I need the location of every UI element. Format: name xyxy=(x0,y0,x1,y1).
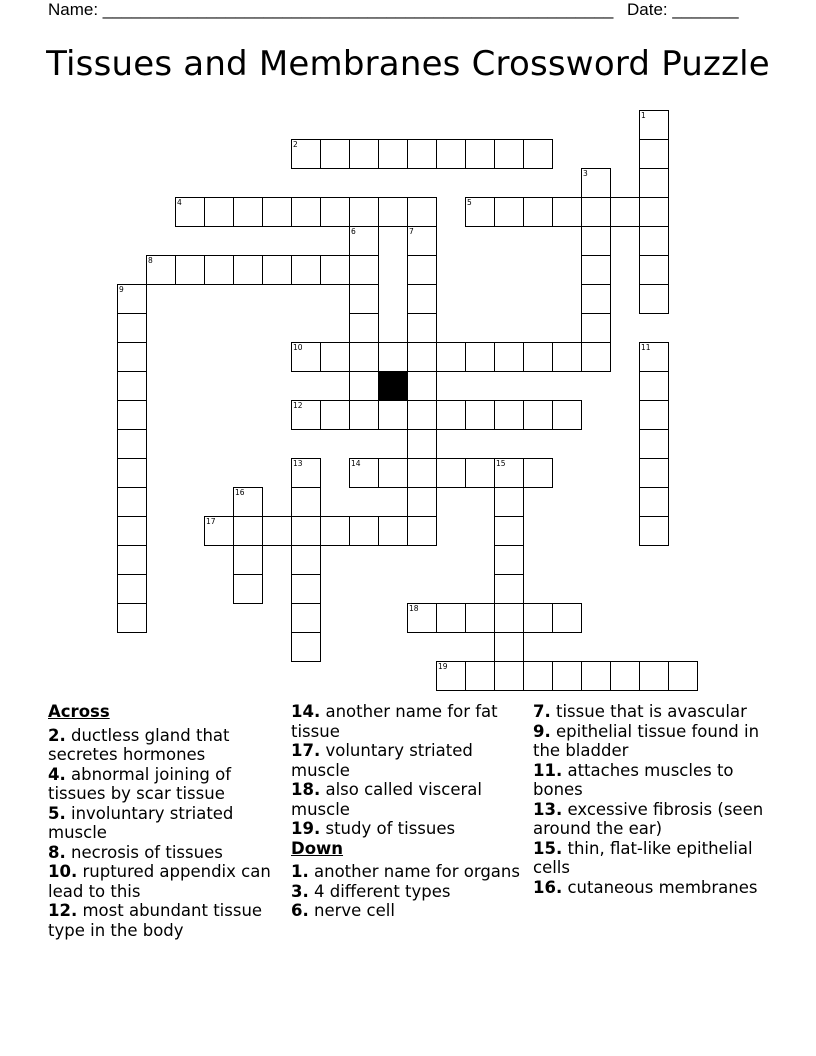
grid-cell[interactable] xyxy=(291,342,321,372)
grid-cell[interactable] xyxy=(378,400,408,430)
clue-text: involuntary striated muscle xyxy=(48,803,234,842)
grid-cell[interactable] xyxy=(407,226,437,256)
grid-cell[interactable] xyxy=(465,400,495,430)
grid-cell[interactable] xyxy=(233,574,263,604)
grid-cell[interactable] xyxy=(639,110,669,140)
grid-cell[interactable] xyxy=(233,487,263,517)
clue-item xyxy=(533,722,773,761)
clue-text: excessive fibrosis (seen around the ear) xyxy=(533,799,764,838)
grid-cell[interactable] xyxy=(146,255,176,285)
clue-number: 11 xyxy=(641,343,651,352)
grid-cell[interactable] xyxy=(494,139,524,169)
clue-item xyxy=(48,901,280,940)
clue-text: 4 different types xyxy=(308,881,451,901)
grid-cell[interactable] xyxy=(117,400,147,430)
clue-item xyxy=(533,702,773,722)
grid-cell[interactable] xyxy=(610,661,640,691)
clue-number: 6 xyxy=(351,227,356,236)
grid-cell[interactable] xyxy=(639,429,669,459)
clue-text: most abundant tissue type in the body xyxy=(48,901,263,940)
clue-text: abnormal joining of tissues by scar tissue xyxy=(48,764,232,803)
clue-number-label: 14. xyxy=(291,702,321,721)
grid-cell[interactable] xyxy=(349,400,379,430)
grid-cell[interactable] xyxy=(494,545,524,575)
clue-text: necrosis of tissues xyxy=(65,842,223,862)
grid-cell[interactable] xyxy=(262,197,292,227)
clue-number-label: 5. xyxy=(48,803,66,823)
grid-cell[interactable] xyxy=(117,342,147,372)
across-heading: Across xyxy=(48,702,110,721)
clue-text: another name for organs xyxy=(308,862,520,881)
grid-cell[interactable] xyxy=(291,255,321,285)
grid-cell[interactable] xyxy=(117,429,147,459)
clue-number-label: 6. xyxy=(291,901,309,920)
clue-number-label: 8. xyxy=(48,842,66,862)
grid-cell[interactable] xyxy=(407,400,437,430)
grid-cell[interactable] xyxy=(349,284,379,314)
grid-cell[interactable] xyxy=(639,226,669,256)
grid-cell[interactable] xyxy=(291,487,321,517)
clue-number: 5 xyxy=(467,198,472,207)
grid-cell[interactable] xyxy=(639,168,669,198)
grid-cell[interactable] xyxy=(262,516,292,546)
grid-cell[interactable] xyxy=(407,313,437,343)
grid-black-square xyxy=(378,371,408,401)
grid-cell[interactable] xyxy=(523,342,553,372)
grid-cell[interactable] xyxy=(581,255,611,285)
grid-cell[interactable] xyxy=(436,458,466,488)
grid-cell[interactable] xyxy=(639,458,669,488)
clue-number: 16 xyxy=(235,488,245,497)
clue-number-label: 1. xyxy=(291,862,309,881)
grid-cell[interactable] xyxy=(349,313,379,343)
grid-cell[interactable] xyxy=(407,516,437,546)
grid-cell[interactable] xyxy=(407,284,437,314)
clue-number: 17 xyxy=(206,517,216,526)
grid-cell[interactable] xyxy=(465,603,495,633)
grid-cell[interactable] xyxy=(407,458,437,488)
clue-text: study of tissues xyxy=(320,819,456,838)
grid-cell[interactable] xyxy=(465,661,495,691)
grid-cell[interactable] xyxy=(465,342,495,372)
clue-number-label: 9. xyxy=(533,721,551,741)
grid-cell[interactable] xyxy=(349,139,379,169)
grid-cell[interactable] xyxy=(407,429,437,459)
clue-item xyxy=(291,819,523,839)
clue-text: ductless gland that secretes hormones xyxy=(48,725,230,764)
clue-number-label: 18. xyxy=(291,780,321,799)
grid-cell[interactable] xyxy=(204,197,234,227)
grid-cell[interactable] xyxy=(117,284,147,314)
grid-cell[interactable] xyxy=(117,487,147,517)
clue-text: tissue that is avascular xyxy=(550,702,747,721)
clue-text: cutaneous membranes xyxy=(562,877,758,897)
grid-cell[interactable] xyxy=(204,255,234,285)
grid-cell[interactable] xyxy=(465,458,495,488)
grid-cell[interactable] xyxy=(233,545,263,575)
grid-cell[interactable] xyxy=(291,400,321,430)
clues-column-2 xyxy=(291,702,523,921)
clue-number-label: 11. xyxy=(533,760,563,780)
grid-cell[interactable] xyxy=(639,255,669,285)
grid-cell[interactable] xyxy=(494,603,524,633)
grid-cell[interactable] xyxy=(320,342,350,372)
clue-number-label: 17. xyxy=(291,741,321,760)
grid-cell[interactable] xyxy=(465,197,495,227)
grid-cell[interactable] xyxy=(117,574,147,604)
clue-number: 18 xyxy=(409,604,419,613)
clue-text: also called visceral muscle xyxy=(291,780,482,819)
grid-cell[interactable] xyxy=(407,139,437,169)
clue-number: 2 xyxy=(293,140,298,149)
clue-item xyxy=(533,800,773,839)
grid-cell[interactable] xyxy=(552,400,582,430)
grid-cell[interactable] xyxy=(581,661,611,691)
grid-cell[interactable] xyxy=(639,516,669,546)
page-title: Tissues and Membranes Crossword Puzzle xyxy=(46,44,770,84)
clue-item xyxy=(291,901,523,921)
grid-cell[interactable] xyxy=(552,342,582,372)
clues-column-1 xyxy=(48,702,280,940)
grid-cell[interactable] xyxy=(349,342,379,372)
clue-text: ruptured appendix can lead to this xyxy=(48,862,271,901)
clue-text: attaches muscles to bones xyxy=(533,760,734,799)
grid-cell[interactable] xyxy=(407,603,437,633)
clue-number: 14 xyxy=(351,459,361,468)
grid-cell[interactable] xyxy=(233,197,263,227)
grid-cell[interactable] xyxy=(639,487,669,517)
grid-cell[interactable] xyxy=(639,661,669,691)
clue-number-label: 3. xyxy=(291,881,309,901)
clue-number-label: 7. xyxy=(533,702,551,721)
grid-cell[interactable] xyxy=(436,400,466,430)
clue-number: 10 xyxy=(293,343,303,352)
clue-item xyxy=(48,843,280,863)
grid-cell[interactable] xyxy=(233,516,263,546)
clue-number-label: 4. xyxy=(48,764,66,784)
grid-cell[interactable] xyxy=(639,197,669,227)
clue-number: 15 xyxy=(496,459,506,468)
grid-cell[interactable] xyxy=(349,516,379,546)
grid-cell[interactable] xyxy=(494,516,524,546)
grid-cell[interactable] xyxy=(552,197,582,227)
grid-cell[interactable] xyxy=(639,342,669,372)
clues-column-3 xyxy=(533,702,773,897)
clue-number-label: 12. xyxy=(48,901,78,920)
clue-number: 4 xyxy=(177,198,182,207)
clue-number: 19 xyxy=(438,662,448,671)
grid-cell[interactable] xyxy=(320,400,350,430)
grid-cell[interactable] xyxy=(436,603,466,633)
grid-cell[interactable] xyxy=(523,458,553,488)
grid-cell[interactable] xyxy=(378,139,408,169)
grid-cell[interactable] xyxy=(378,197,408,227)
grid-cell[interactable] xyxy=(175,255,205,285)
grid-cell[interactable] xyxy=(581,168,611,198)
grid-cell[interactable] xyxy=(494,574,524,604)
grid-cell[interactable] xyxy=(581,197,611,227)
clue-item xyxy=(48,804,280,843)
grid-cell[interactable] xyxy=(581,226,611,256)
grid-cell[interactable] xyxy=(494,400,524,430)
clue-number: 8 xyxy=(148,256,153,265)
clue-number: 9 xyxy=(119,285,124,294)
clue-number-label: 2. xyxy=(48,725,66,745)
grid-cell[interactable] xyxy=(639,400,669,430)
grid-cell[interactable] xyxy=(465,139,495,169)
clue-item xyxy=(291,882,523,902)
name-field-label: Name: ______________________________________________________ xyxy=(48,0,614,19)
clue-item xyxy=(48,765,280,804)
grid-cell[interactable] xyxy=(233,255,263,285)
clue-item xyxy=(48,862,280,901)
down-heading: Down xyxy=(291,838,344,858)
grid-cell[interactable] xyxy=(407,487,437,517)
grid-cell[interactable] xyxy=(552,661,582,691)
grid-cell[interactable] xyxy=(668,661,698,691)
grid-cell[interactable] xyxy=(523,400,553,430)
clue-item xyxy=(291,780,523,819)
grid-cell[interactable] xyxy=(523,603,553,633)
grid-cell[interactable] xyxy=(320,139,350,169)
grid-cell[interactable] xyxy=(581,313,611,343)
grid-cell[interactable] xyxy=(494,197,524,227)
clue-number: 3 xyxy=(583,169,588,178)
grid-cell[interactable] xyxy=(639,139,669,169)
clue-number-label: 15. xyxy=(533,838,563,858)
grid-cell[interactable] xyxy=(407,371,437,401)
grid-cell[interactable] xyxy=(291,632,321,662)
grid-cell[interactable] xyxy=(494,487,524,517)
grid-cell[interactable] xyxy=(378,458,408,488)
date-field-label: Date: _______ xyxy=(627,0,739,19)
clue-item xyxy=(291,741,523,780)
grid-cell[interactable] xyxy=(436,139,466,169)
clue-text: thin, flat-like epithelial cells xyxy=(533,838,753,877)
grid-cell[interactable] xyxy=(117,603,147,633)
grid-cell[interactable] xyxy=(320,197,350,227)
clue-text: nerve cell xyxy=(308,901,395,920)
grid-cell[interactable] xyxy=(436,342,466,372)
clue-text: voluntary striated muscle xyxy=(291,741,473,780)
grid-cell[interactable] xyxy=(117,516,147,546)
grid-cell[interactable] xyxy=(581,342,611,372)
clue-number-label: 10. xyxy=(48,862,78,881)
grid-cell[interactable] xyxy=(117,371,147,401)
grid-cell[interactable] xyxy=(581,284,611,314)
clue-number: 13 xyxy=(293,459,303,468)
clue-item xyxy=(533,878,773,898)
grid-cell[interactable] xyxy=(407,255,437,285)
grid-cell[interactable] xyxy=(117,458,147,488)
grid-cell[interactable] xyxy=(320,516,350,546)
clue-number-label: 19. xyxy=(291,819,321,838)
grid-cell[interactable] xyxy=(349,255,379,285)
grid-cell[interactable] xyxy=(378,516,408,546)
grid-cell[interactable] xyxy=(291,574,321,604)
clue-item xyxy=(533,761,773,800)
clue-number: 1 xyxy=(641,111,646,120)
grid-cell[interactable] xyxy=(494,661,524,691)
clue-item xyxy=(48,726,280,765)
grid-cell[interactable] xyxy=(291,603,321,633)
grid-cell[interactable] xyxy=(204,516,234,546)
grid-cell[interactable] xyxy=(291,545,321,575)
grid-cell[interactable] xyxy=(262,255,292,285)
clue-item xyxy=(291,702,523,741)
grid-cell[interactable] xyxy=(291,516,321,546)
clue-item xyxy=(533,839,773,878)
grid-cell[interactable] xyxy=(639,371,669,401)
grid-cell[interactable] xyxy=(349,197,379,227)
grid-cell[interactable] xyxy=(639,284,669,314)
grid-cell[interactable] xyxy=(349,371,379,401)
grid-cell[interactable] xyxy=(349,458,379,488)
grid-cell[interactable] xyxy=(523,661,553,691)
clue-text: another name for fat tissue xyxy=(291,702,498,741)
grid-cell[interactable] xyxy=(175,197,205,227)
grid-cell[interactable] xyxy=(117,545,147,575)
grid-cell[interactable] xyxy=(610,197,640,227)
clue-number-label: 13. xyxy=(533,799,563,819)
grid-cell[interactable] xyxy=(494,342,524,372)
grid-cell[interactable] xyxy=(320,255,350,285)
grid-cell[interactable] xyxy=(378,342,408,372)
clue-number: 7 xyxy=(409,227,414,236)
clue-text: epithelial tissue found in the bladder xyxy=(533,721,760,760)
grid-cell[interactable] xyxy=(291,458,321,488)
grid-cell[interactable] xyxy=(523,197,553,227)
grid-cell[interactable] xyxy=(407,197,437,227)
grid-cell[interactable] xyxy=(436,661,466,691)
grid-cell[interactable] xyxy=(494,458,524,488)
clue-number-label: 16. xyxy=(533,877,563,897)
grid-cell[interactable] xyxy=(494,632,524,662)
clue-item xyxy=(291,862,523,882)
grid-cell[interactable] xyxy=(291,139,321,169)
grid-cell[interactable] xyxy=(117,313,147,343)
clue-number: 12 xyxy=(293,401,303,410)
grid-cell[interactable] xyxy=(552,603,582,633)
grid-cell[interactable] xyxy=(407,342,437,372)
grid-cell[interactable] xyxy=(291,197,321,227)
grid-cell[interactable] xyxy=(523,139,553,169)
grid-cell[interactable] xyxy=(349,226,379,256)
